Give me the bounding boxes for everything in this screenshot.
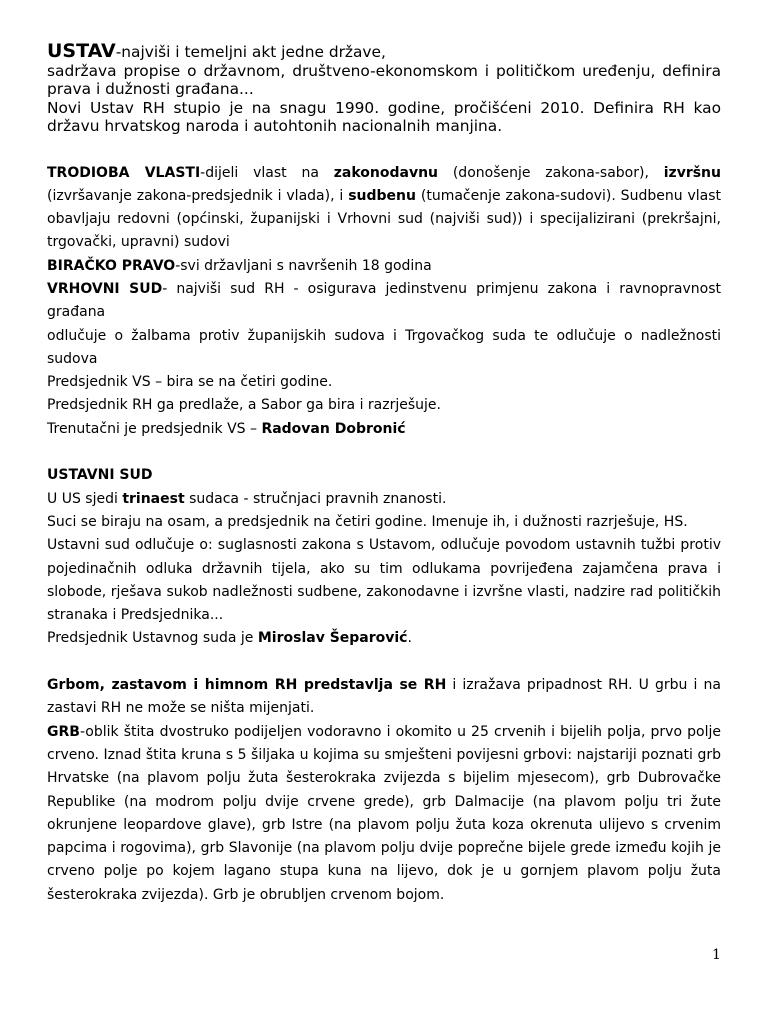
document-title: USTAV bbox=[47, 40, 116, 62]
trodioba-paragraph: TRODIOBA VLASTI-dijeli vlast na zakonodavnu (donošenje zakona-sabor), izvršnu (izvršavanje zakona-predsjednik i vlada), i sudbenu (tumačenje zakona-sudovi). Sudbenu vlast obavljaju redovni (općinski, županijski i Vrhovni sud (najviši sud)) i specijalizirani (prekršajni, trgovački, upravni) sudovi bbox=[47, 164, 721, 251]
intro-line-5: državu hrvatskog naroda i autohtonih nacionalnih manjina. bbox=[47, 117, 503, 135]
vrhovni-sud-paragraph: VRHOVNI SUD- najviši sud RH - osigurava jedinstvenu primjenu zakona i ravnopravnost građana bbox=[47, 280, 721, 321]
spacer bbox=[47, 441, 721, 464]
ustavni-sud-terms: Suci se biraju na osam, a predsjednik na četiri godine. Imenuje ih, i dužnosti razrješuje, HS. bbox=[47, 513, 688, 530]
ustavni-sud-president: Predsjednik Ustavnog suda je Miroslav Šeparović. bbox=[47, 630, 412, 647]
ustavni-sud-duties: Ustavni sud odlučuje o: suglasnosti zakona s Ustavom, odlučuje povodom ustavnih tužbi protiv pojedinačnih odluka državnih tijela, ako su tim odlukama povrijeđena zajamčena prava i slobode, rješava sukob nadležnosti sudbene, zakonodavne i izvršne vlasti, nadzire rad političkih stranaka i Predsjednika... bbox=[47, 537, 721, 624]
page-number: 1 bbox=[712, 947, 721, 963]
vrhovni-sud-election: Predsjednik RH ga predlaže, a Sabor ga bira i razrješuje. bbox=[47, 397, 441, 414]
ustavni-sud-members: U US sjedi trinaest sudaca - stručnjaci pravnih znanosti. bbox=[47, 490, 447, 507]
biracko-pravo-paragraph: BIRAČKO PRAVO-svi državljani s navršenih 18 godina bbox=[47, 257, 432, 274]
spacer bbox=[47, 651, 721, 674]
vrhovni-sud-jurisdiction: odlučuje o žalbama protiv županijskih sudova i Trgovačkog suda te odlučuje o nadležnosti sudova bbox=[47, 327, 721, 367]
intro-line-1: USTAV-najviši i temeljni akt jedne države, bbox=[47, 40, 386, 62]
grb-paragraph: GRB-oblik štita dvostruko podijeljen vodoravno i okomito u 25 crvenih i bijelih polja, prvo polje crveno. Iznad štita kruna s 5 šiljaka u kojima su smješteni povijesni grbovi: najstariji poznati grb Hrvatske (na plavom polju žuta šesterokraka zvijezda s bijelim mjesecom), grb Dubrovačke Republike (na modrom polju dvije crvene grede), grb Dalmacije (na plavom polju tri žute okrunjene leopardove glave), grb Istre (na plavom polju žuta koza okrenuta ulijevo s crvenim papcima i rogovima), grb Slavonije (na plavom polju dvije poprečne bijele grede između kojih je crveno polje po kojem lagano stupa kuna na lijevo, dok je u gornjem plavom polju žuta šesterokraka zvijezda). Grb je obrubljen crvenom bojom. bbox=[47, 723, 721, 903]
document-page bbox=[47, 42, 721, 907]
simboli-paragraph: Grbom, zastavom i himnom RH predstavlja se RH i izražava pripadnost RH. U grbu i na zastavi RH ne može se ništa mijenjati. bbox=[47, 677, 721, 717]
intro-line-3: prava i dužnosti građana... bbox=[47, 80, 254, 98]
ustavni-sud-heading: USTAVNI SUD bbox=[47, 467, 153, 484]
document-body bbox=[47, 162, 721, 908]
vrhovni-sud-term: Predsjednik VS – bira se na četiri godine. bbox=[47, 374, 333, 391]
intro-line-4: Novi Ustav RH stupio je na snagu 1990. godine, pročišćeni 2010. Definira RH kao bbox=[47, 98, 721, 117]
intro-line-2: sadržava propise o državnom, društveno-ekonomskom i političkom uređenju, definira bbox=[47, 61, 721, 80]
intro-block bbox=[47, 42, 721, 136]
vrhovni-sud-president: Trenutačni je predsjednik VS – Radovan Dobronić bbox=[47, 420, 406, 437]
